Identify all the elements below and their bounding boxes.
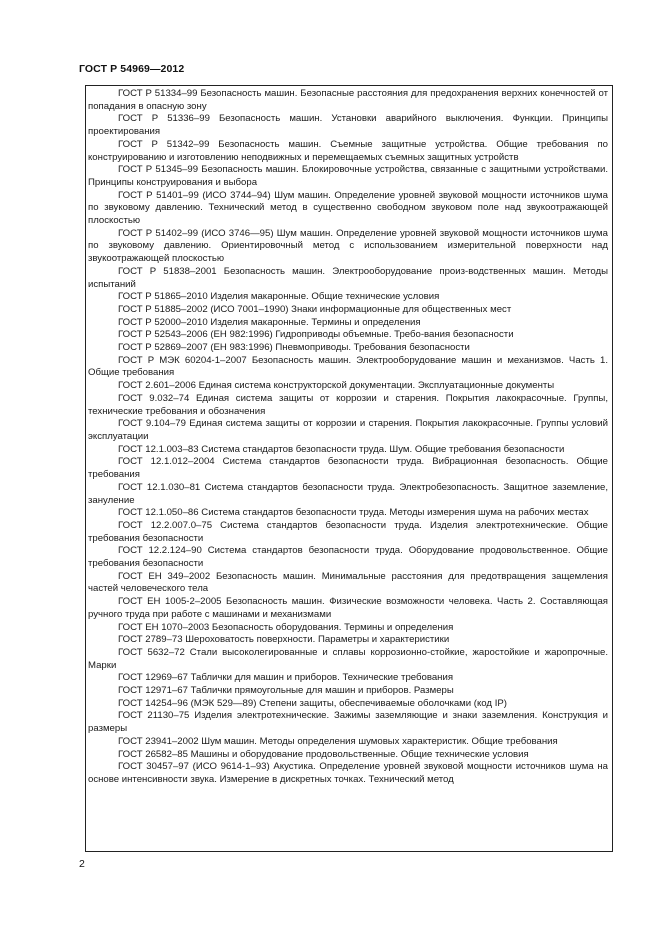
reference-entry: ГОСТ 12.1.050–86 Система стандартов безопасности труда. Методы измерения шума на рабочих местах — [118, 507, 589, 519]
reference-entry: ГОСТ 12.1.030–81 Система стандартов безопасности труда. Электробезопасность. Защитное заземление, зануление — [88, 481, 608, 506]
reference-entry: ГОСТ 26582–85 Машины и оборудование продовольственные. Общие технические условия — [118, 748, 529, 760]
document-header: ГОСТ Р 54969—2012 — [79, 63, 185, 75]
reference-entry: ГОСТ 12.2.124–90 Система стандартов безопасности труда. Оборудование продовольственное. Общие требования безопасности — [88, 545, 608, 570]
reference-entry: ГОСТ 5632–72 Стали высоколегированные и сплавы коррозионно-стойкие, жаростойкие и жаропрочные. Марки — [88, 646, 608, 671]
reference-entry: ГОСТ Р 51402–99 (ИСО 3746—95) Шум машин. Определение уровней звуковой мощности источников шума по звуковому давлению. Ориентировочный метод с использованием измерительной поверхности над звукоотражающей плоскостью — [88, 227, 608, 265]
reference-entry: ГОСТ Р 51334–99 Безопасность машин. Безопасные расстояния для предохранения верхних конечностей от попадания в опасную зону — [88, 88, 608, 112]
reference-entry: ГОСТ Р 52869–2007 (ЕН 983:1996) Пневмоприводы. Требования безопасности — [118, 342, 470, 354]
reference-entry: ГОСТ 21130–75 Изделия электротехнические. Зажимы заземляющие и знаки заземления. Конструкция и размеры — [88, 710, 608, 735]
reference-entry: ГОСТ Р 51885–2002 (ИСО 7001–1990) Знаки информационные для общественных мест — [118, 303, 512, 315]
reference-entry: ГОСТ Р 51342–99 Безопасность машин. Съемные защитные устройства. Общие требования по конструированию и изготовлению неподвижных и перемещаемых съемных защитных устройств — [88, 138, 608, 163]
reference-entry: ГОСТ Р 51838–2001 Безопасность машин. Электрооборудование произ-водственных машин. Методы испытаний — [88, 265, 608, 290]
reference-entry: ГОСТ 9.032–74 Единая система защиты от коррозии и старения. Покрытия лакокрасочные. Группы, технические требования и обозначения — [88, 392, 608, 417]
reference-entry: ГОСТ 12969–67 Таблички для машин и приборов. Технические требования — [118, 672, 454, 684]
references-list — [88, 88, 608, 787]
reference-entry: ГОСТ Р 52000–2010 Изделия макаронные. Термины и определения — [118, 316, 421, 328]
reference-entry: ГОСТ 12971–67 Таблички прямоугольные для машин и приборов. Размеры — [118, 685, 454, 697]
reference-entry: ГОСТ 2789–73 Шероховатость поверхности. Параметры и характеристики — [118, 634, 450, 646]
reference-entry: ГОСТ Р 51336–99 Безопасность машин. Установки аварийного выключения. Функции. Принципы проектирования — [88, 113, 608, 138]
reference-entry: ГОСТ 12.1.012–2004 Система стандартов безопасности труда. Вибрационная безопасность. Общие требования — [88, 456, 608, 481]
reference-entry: ГОСТ 9.104–79 Единая система защиты от коррозии и старения. Покрытия лакокрасочные. Группы условий эксплуатации — [88, 418, 608, 442]
reference-entry: ГОСТ 23941–2002 Шум машин. Методы определения шумовых характеристик. Общие требования — [118, 735, 558, 747]
reference-entry: ГОСТ 2.601–2006 Единая система конструкторской документации. Эксплуатационные документы — [118, 380, 555, 392]
reference-entry: ГОСТ 14254–96 (МЭК 529—89) Степени защиты, обеспечиваемые оболочками (код IP) — [118, 697, 507, 709]
reference-entry: ГОСТ 12.2.007.0–75 Система стандартов безопасности труда. Изделия электротехнические. Общие требования безопасности — [88, 519, 608, 544]
reference-entry: ГОСТ 30457–97 (ИСО 9614-1–93) Акустика. Определение уровней звуковой мощности источников шума на основе интенсивности звука. Измерение в дискретных точках. Технический метод — [88, 761, 608, 785]
reference-entry: ГОСТ Р 52543–2006 (ЕН 982:1996) Гидроприводы объемные. Требо-вания безопасности — [118, 329, 514, 341]
reference-entry: ГОСТ ЕН 1005-2–2005 Безопасность машин. Физические возможности человека. Часть 2. Составляющая ручного труда при работе с машинами и механизмами — [88, 596, 608, 620]
reference-entry: ГОСТ ЕН 349–2002 Безопасность машин. Минимальные расстояния для предотвращения защемления частей человеческого тела — [88, 570, 608, 595]
reference-entry: ГОСТ ЕН 1070–2003 Безопасность оборудования. Термины и определения — [118, 621, 454, 633]
reference-entry: ГОСТ Р 51401–99 (ИСО 3744–94) Шум машин. Определение уровней звуковой мощности источников шума по звуковому давлению. Технический метод в существенно свободном звуковом поле над звукоотражающей плоскостью — [88, 189, 608, 227]
reference-entry: ГОСТ Р 51345–99 Безопасность машин. Блокировочные устройства, связанные с защитными устройствами. Принципы конструирования и выбора — [88, 164, 608, 188]
reference-entry: ГОСТ Р 51865–2010 Изделия макаронные. Общие технические условия — [118, 291, 440, 303]
reference-entry: ГОСТ Р МЭК 60204-1–2007 Безопасность машин. Электрооборудование машин и механизмов. Часть 1. Общие требования — [88, 354, 608, 379]
page-number: 2 — [79, 858, 85, 870]
reference-entry: ГОСТ 12.1.003–83 Система стандартов безопасности труда. Шум. Общие требования безопасности — [118, 443, 565, 455]
